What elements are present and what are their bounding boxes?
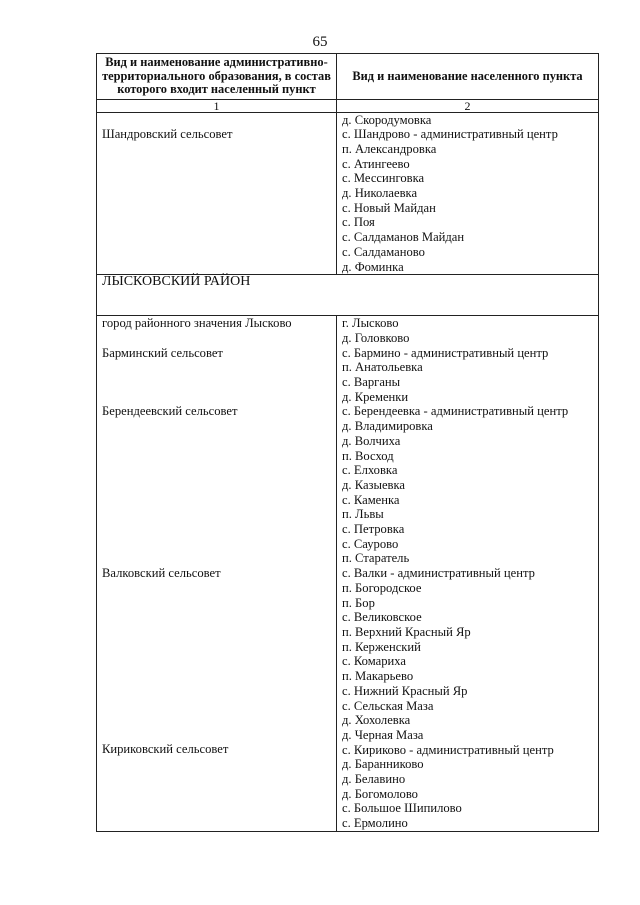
district-row [97, 275, 599, 316]
page-number: 65 [312, 34, 328, 50]
settlement-item: с. Великовское [342, 610, 422, 625]
settlement-item: д. Кременки [342, 389, 409, 404]
settlement-item: с. Кириково - административный центр [342, 742, 554, 757]
admin-unit-name: Кириковский сельсовет [102, 742, 229, 757]
settlement-item: д. Казыевка [342, 477, 406, 492]
settlement-item: с. Поя [342, 215, 375, 230]
column-number-1: 1 [97, 99, 337, 112]
settlement-item: с. Салдаманов Майдан [342, 230, 465, 245]
settlement-item: с. Каменка [342, 492, 400, 507]
settlement-item: с. Берендеевка - административный центр [342, 404, 569, 419]
column-header-1: Вид и наименование административно-территориального образования, в состав которого входит населенный пункт [97, 54, 337, 100]
settlement-item: п. Восход [342, 448, 394, 463]
district-heading: ЛЫСКОВСКИЙ РАЙОН [97, 275, 599, 316]
settlement-item: д. Фоминка [342, 259, 404, 274]
settlement-item: с. Ермолино [342, 816, 408, 831]
settlement-item: д. Черная Маза [342, 727, 424, 742]
settlement-item: п. Богородское [342, 580, 422, 595]
settlement-item: с. Салдаманово [342, 244, 425, 259]
settlement-item: п. Старатель [342, 551, 410, 566]
settlement-item: с. Большое Шипилово [342, 801, 462, 816]
section-shandrovsky [97, 112, 599, 275]
settlement-item: п. Верхний Красный Яр [342, 625, 471, 639]
admin-unit-name: Берендеевский сельсовет [102, 404, 238, 419]
settlement-item: с. Комариха [342, 654, 406, 669]
settlement-item: с. Варганы [342, 375, 401, 390]
settlement-item: п. Анатольевка [342, 360, 423, 375]
settlement-item: д. Николаевка [342, 186, 418, 201]
settlement-item: д. Баранниково [342, 757, 424, 772]
settlement-item: д. Белавино [342, 772, 406, 787]
settlement-item: п. Александровка [342, 141, 437, 156]
settlement-item: п. Керженский [342, 639, 421, 654]
settlement-item: п. Макарьево [342, 669, 414, 684]
admin-unit-name: Валковский сельсовет [102, 565, 221, 580]
settlements-table [96, 53, 599, 832]
settlement-item: с. Елховка [342, 463, 398, 478]
settlement-item: с. Петровка [342, 522, 405, 537]
admin-unit-name: Шандровский сельсовет [102, 127, 233, 142]
settlement-item: д. Головково [342, 330, 410, 345]
admin-unit-cell [97, 316, 337, 832]
settlement-item: с. Атингеево [342, 156, 410, 171]
settlement-item: с. Шандрово - административный центр [342, 127, 558, 142]
settlement-item: п. Бор [342, 595, 375, 610]
settlement-item: с. Мессинговка [342, 171, 425, 186]
settlement-item: с. Саурово [342, 536, 399, 551]
settlement-item: с. Бармино - административный центр [342, 345, 549, 360]
column-number-row [97, 99, 599, 112]
settlement-item: с. Нижний Красный Яр [342, 683, 468, 698]
settlement-item: д. Хохолевка [342, 713, 411, 728]
settlement-item: д. Скородумовка [342, 112, 432, 127]
settlement-item: г. Лысково [342, 316, 399, 331]
settlement-item: д. Богомолово [342, 786, 418, 801]
settlements-cell [337, 112, 599, 275]
column-header-2: Вид и наименование населенного пункта [337, 54, 599, 100]
settlement-item: с. Валки - административный центр [342, 566, 535, 581]
section-lyskovsky [97, 316, 599, 832]
column-number-2: 2 [337, 99, 599, 112]
settlement-item: с. Сельская Маза [342, 698, 434, 713]
settlement-item: д. Владимировка [342, 419, 433, 434]
settlement-item: с. Новый Майдан [342, 200, 436, 215]
settlement-item: п. Львы [342, 507, 384, 522]
settlement-item: д. Волчиха [342, 433, 401, 448]
table-header-row [97, 54, 599, 100]
admin-unit-cell [97, 112, 337, 275]
admin-unit-name: город районного значения Лысково [102, 316, 292, 331]
admin-unit-name: Барминский сельсовет [102, 345, 223, 360]
settlements-cell [337, 316, 599, 832]
